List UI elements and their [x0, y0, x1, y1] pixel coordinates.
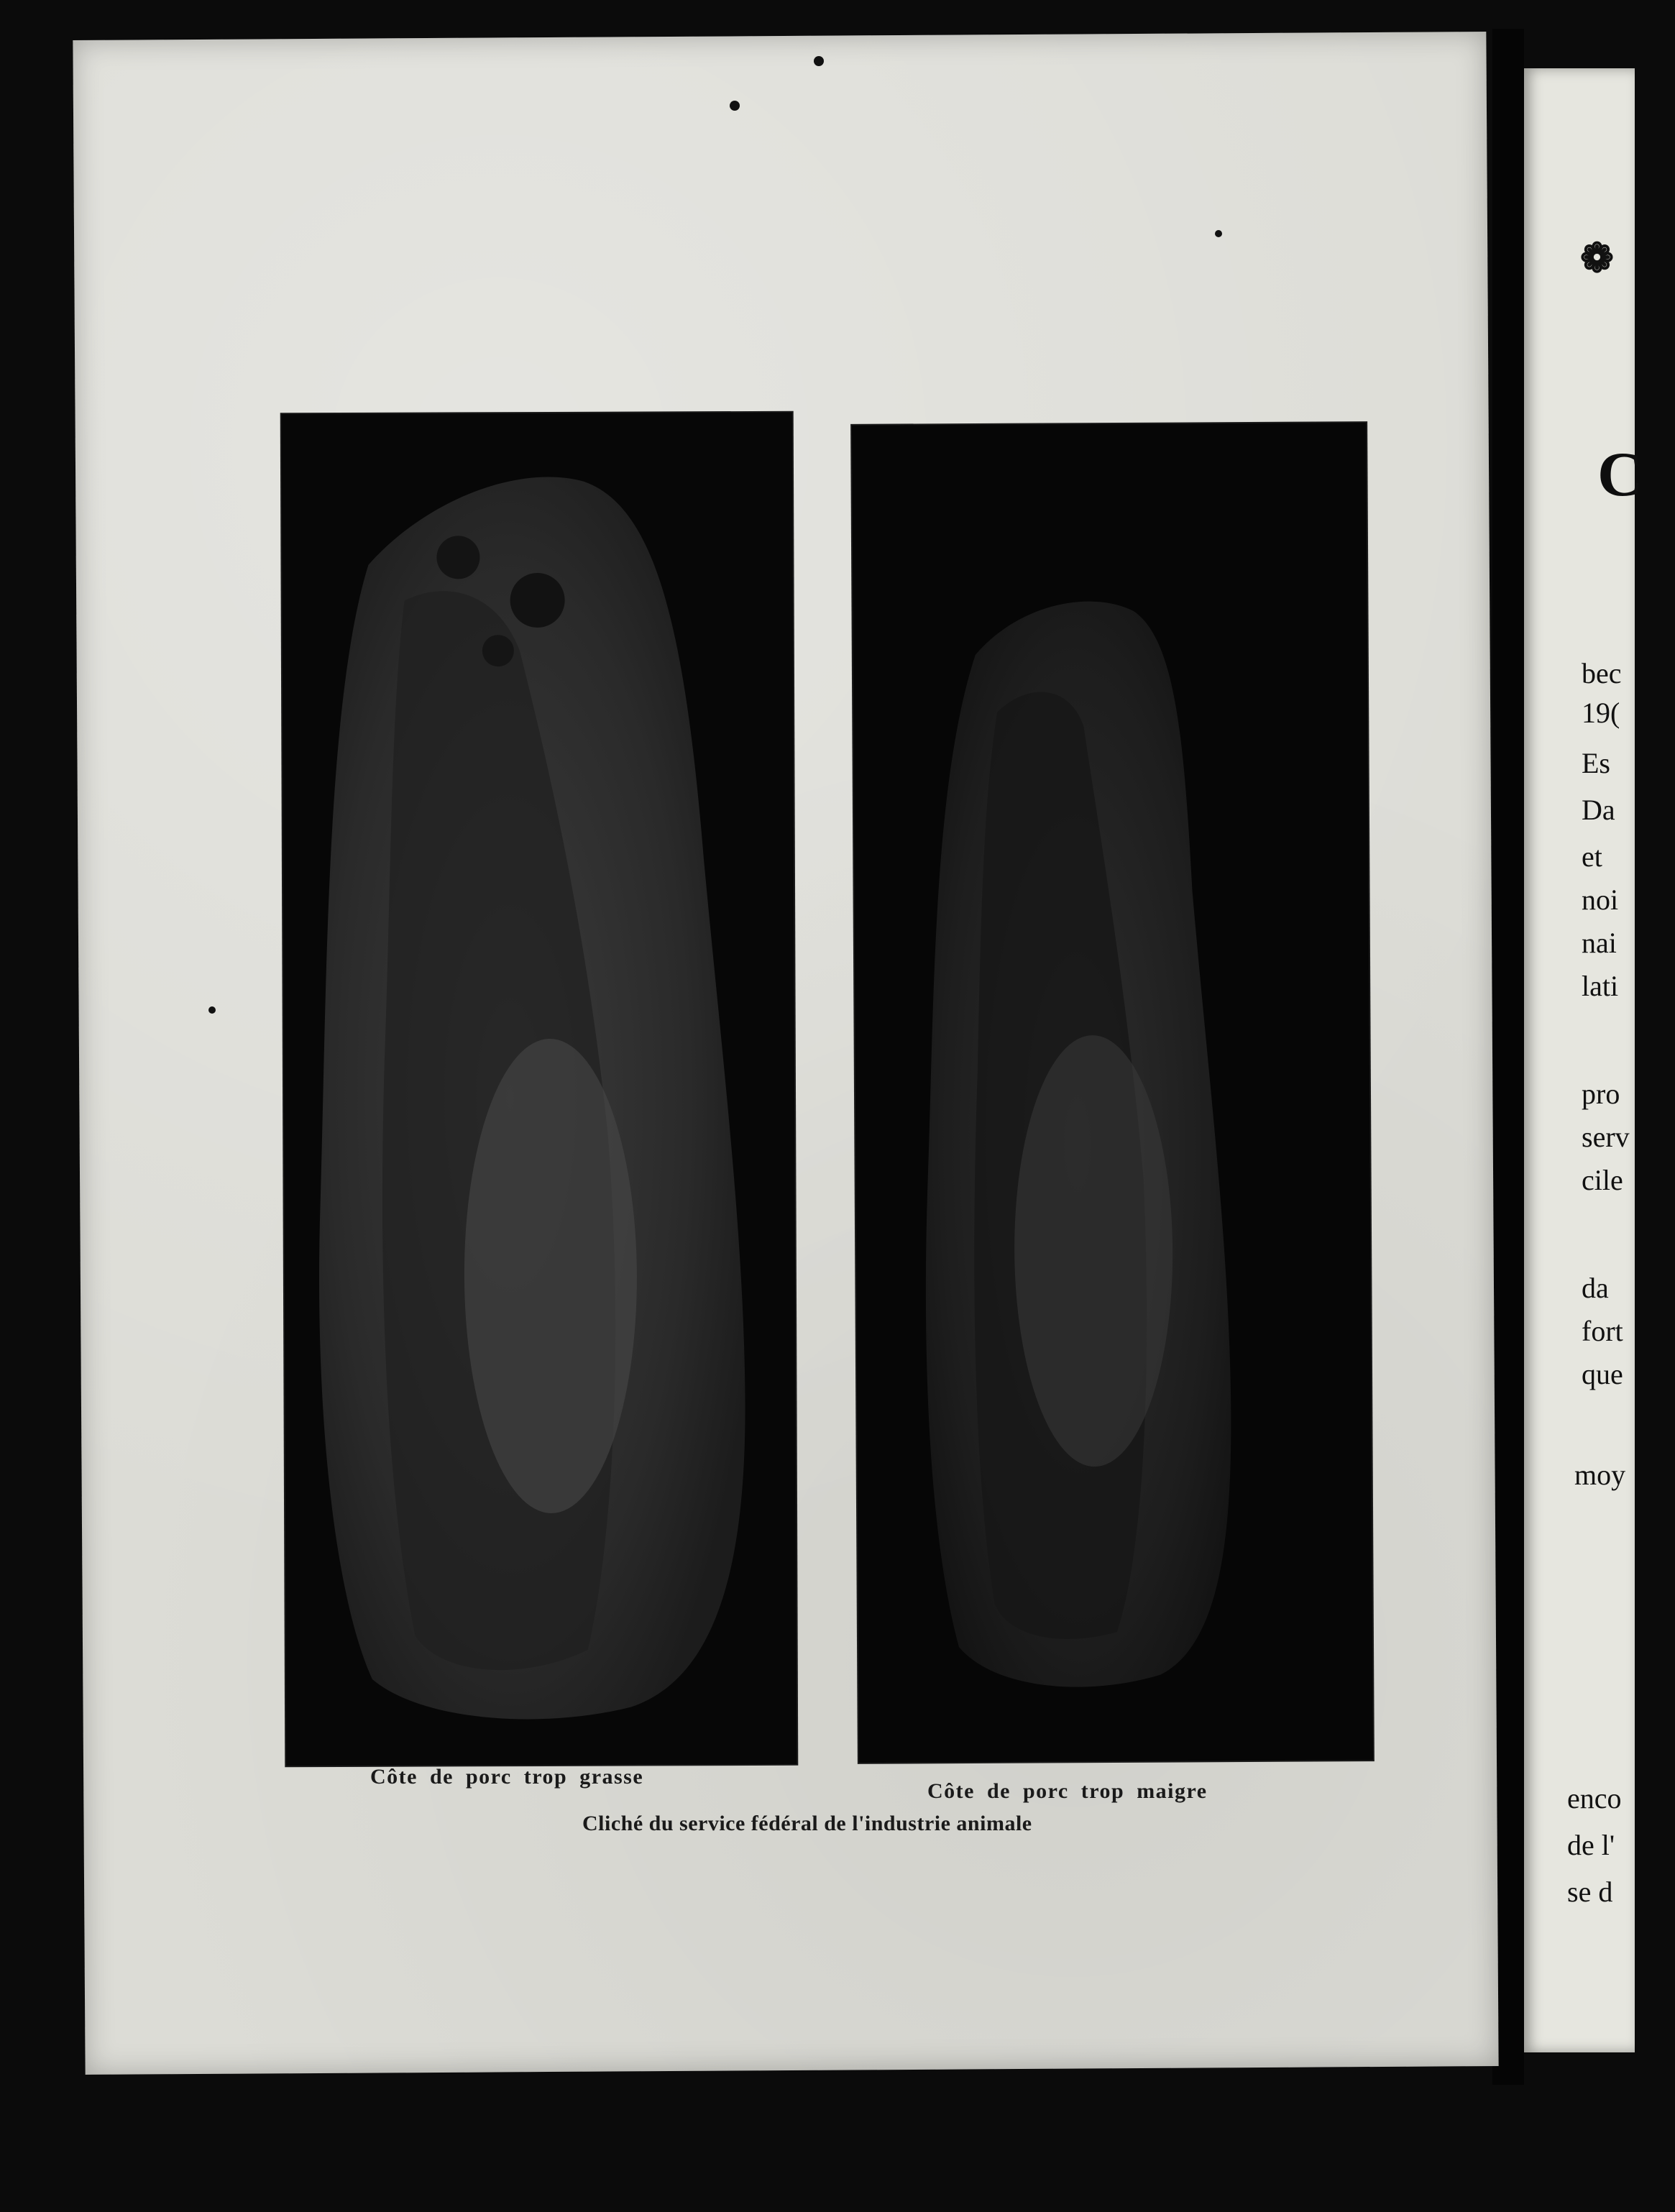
right-page-line: pro — [1582, 1078, 1620, 1110]
lean-pork-cutlet-photo — [852, 423, 1373, 1763]
fat-pork-cutlet-photo — [282, 413, 797, 1766]
right-page-line: serv — [1582, 1121, 1630, 1153]
right-page-line: lati — [1582, 970, 1619, 1002]
right-page-line: nai — [1582, 927, 1617, 959]
right-page-heading: C — [1597, 440, 1643, 510]
right-page-line: que — [1582, 1358, 1623, 1390]
right-page-line: 19( — [1582, 697, 1620, 729]
right-page-line: da — [1582, 1272, 1609, 1304]
right-page-line: Da — [1582, 794, 1615, 826]
right-page-line: de l' — [1567, 1829, 1615, 1861]
right-page-line: Es — [1582, 747, 1610, 779]
right-page-line: fort — [1582, 1315, 1623, 1347]
right-page-line: enco — [1567, 1782, 1622, 1814]
right-photo-caption: Côte de porc trop maigre — [927, 1779, 1208, 1803]
flower-ornament-icon: ❁ — [1580, 237, 1614, 281]
photo-credit: Cliché du service fédéral de l'industrie animale — [582, 1812, 1032, 1835]
right-page-line: noi — [1582, 884, 1619, 916]
right-page-line: moy — [1574, 1459, 1626, 1491]
right-page-line: se d — [1567, 1876, 1613, 1908]
right-page-line: bec — [1582, 657, 1622, 689]
scan-speck — [208, 1006, 216, 1014]
right-page — [1524, 68, 1643, 2052]
book-gutter — [1492, 29, 1524, 2085]
right-page-line: et — [1582, 840, 1602, 873]
left-photo-caption: Côte de porc trop grasse — [370, 1765, 644, 1789]
scan-speck — [1215, 230, 1222, 237]
scan-speck — [730, 101, 740, 111]
right-page-line: cile — [1582, 1164, 1623, 1196]
scan-speck — [814, 56, 824, 66]
